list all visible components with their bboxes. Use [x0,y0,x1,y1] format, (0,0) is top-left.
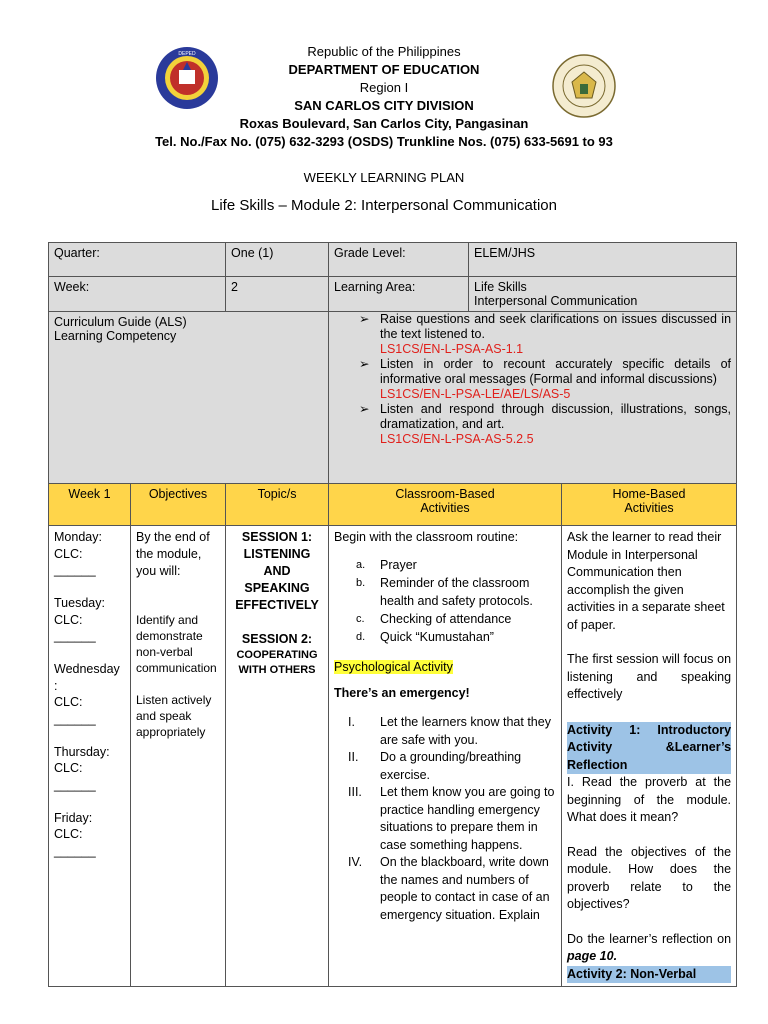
area-value-1: Life Skills [474,280,527,294]
step-item: III. Let them know you are going to practice handling emergency situations to prepare them in case something happens. [348,785,555,852]
quarter-value: One (1) [226,243,329,277]
arrow-bullet-icon: ➢ [359,402,370,416]
col-home: Home-Based Activities [562,484,737,526]
plan-title: WEEKLY LEARNING PLAN [303,170,465,185]
division-line: SAN CARLOS CITY DIVISION [294,98,474,113]
emergency-heading: There’s an emergency! [334,686,470,700]
region-line: Region I [359,80,409,95]
competency-item: ➢ Listen in order to recount accurately specific details of informative oral messages (Formal and informal discussions) LS1CS/EN-L-PSA-LE/AE/LS/AS-5 [359,357,732,401]
curriculum-label [49,312,329,484]
home-p5: Do the learner’s reflection on page 10. [567,931,732,963]
curriculum-label-1: Curriculum Guide (ALS) [54,315,187,329]
activity-1-heading: Activity 1: Introductory Activity &Learner’s Reflection [567,722,731,775]
home-p1: Ask the learner to read their Module in Interpersonal Communication then accomplish the given activities in a separate sheet of paper. [567,530,725,632]
routine-item: b. Reminder of the classroom health and safety protocols. [356,576,533,608]
step-item: IV. On the blackboard, write down the names and numbers of people to contact in case of an emergency situation. Explain [348,855,550,922]
competency-list [329,312,737,484]
home-p3: I. Read the proverb at the beginning of the module. What does it mean? [567,775,732,824]
area-value [469,277,737,312]
competency-row [49,312,737,484]
home-p4: Read the objectives of the module. How does the proverb relate to the objectives? [567,844,732,911]
home-p2: The first session will focus on listening and speaking effectively [567,652,732,701]
routine-item: c. Checking of attendance [356,612,512,626]
competency-item: ➢ Raise questions and seek clarifications on issues discussed in the text listened to. LS1CS/EN-L-PSA-AS-1.1 [359,312,732,356]
competency-code: LS1CS/EN-L-PSA-LE/AE/LS/AS-5 [380,387,571,401]
classroom-cell: Begin with the classroom routine: a. Prayer b. Reminder of the classroom health and safety protocols. c. Checking of attendance d. Quick “Kumustahan” Psychological Activity There’s an emergency! I. Let the learners know that they are safe with you. II. Do a grounding/breathing exercise. III. Let them know you are going to practice handling emergency situations to prepare them in case something happens. IV. On the blackboard, write down the names and numbers of people to contact in case of an emergency situation. Explain [329,526,562,987]
learning-plan-table [48,242,737,987]
routine-item: a. Prayer [356,558,417,572]
tel-line: Tel. No./Fax No. (075) 632-3293 (OSDS) Trunkline Nos. (075) 633-5691 to 93 [155,134,613,149]
activity-row [49,526,737,987]
col-classroom: Classroom-Based Activities [329,484,562,526]
competency-item: ➢ Listen and respond through discussion, illustrations, songs, dramatization, and art. LS1CS/EN-L-PSA-AS-5.2.5 [359,402,732,446]
week-row [49,277,737,312]
topics-cell: SESSION 1: LISTENING AND SPEAKING EFFECTIVELY SESSION 2: COOPERATING WITH OTHERS [226,526,329,987]
week-label: Week: [49,277,226,312]
arrow-bullet-icon: ➢ [359,357,370,371]
quarter-label: Quarter: [49,243,226,277]
grade-label: Grade Level: [329,243,469,277]
col-topics: Topic/s [226,484,329,526]
quarter-row [49,243,737,277]
republic-line: Republic of the Philippines [307,44,461,59]
psych-activity-label: Psychological Activity [334,660,453,674]
days-cell: Monday: CLC: ______ Tuesday: CLC: ______ Wednesday : CLC: ______ Thursday: CLC: ______ Friday: CLC: ______ [49,526,131,987]
module-title: Life Skills – Module 2: Interpersonal Communication [210,197,557,214]
svg-text:DEPED: DEPED [178,51,196,57]
home-cell [562,526,737,987]
col-week: Week 1 [49,484,131,526]
routine-item: d. Quick “Kumustahan” [356,630,494,644]
activity-2-heading: Activity 2: Non-Verbal [567,966,731,984]
competency-code: LS1CS/EN-L-PSA-AS-1.1 [380,342,524,356]
objectives-cell: By the end of the module, you will: Identify and demonstrate non-verbal communication Listen actively and speak appropriately [131,526,226,987]
area-value-2: Interpersonal Communication [474,294,638,308]
step-item: II. Do a grounding/breathing exercise. [348,750,522,782]
competency-code: LS1CS/EN-L-PSA-AS-5.2.5 [380,432,534,446]
area-label: Learning Area: [329,277,469,312]
step-item: I. Let the learners know that they are safe with you. [348,715,551,747]
address-line: Roxas Boulevard, San Carlos City, Pangasinan [239,116,529,131]
arrow-bullet-icon: ➢ [359,312,370,326]
grade-value: ELEM/JHS [469,243,737,277]
col-objectives: Objectives [131,484,226,526]
department-line: DEPARTMENT OF EDUCATION [288,62,480,77]
week-value: 2 [226,277,329,312]
column-header-row [49,484,737,526]
curriculum-label-2: Learning Competency [54,329,177,343]
